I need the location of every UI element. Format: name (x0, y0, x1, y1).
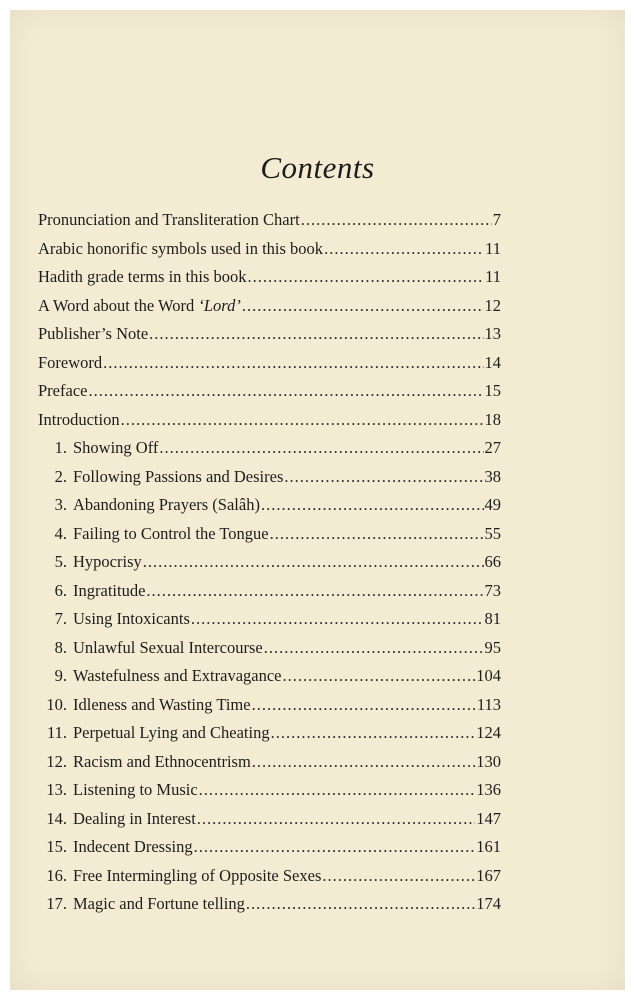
chapter-entry (38, 809, 501, 838)
dot-leader (252, 752, 475, 772)
chapter-entry (38, 609, 501, 638)
chapter-entry (38, 723, 501, 752)
chapter-entry (38, 780, 501, 809)
toc-entry-label: Arabic honorific symbols used in this book (38, 238, 324, 258)
dot-leader (191, 609, 484, 629)
chapter-number: 2. (54, 466, 67, 486)
toc-entry-page: 11 (485, 267, 501, 286)
chapter-label: Perpetual Lying and Cheating (73, 723, 270, 742)
toc-entry-page: 13 (484, 324, 501, 343)
dot-leader (159, 438, 483, 458)
dot-leader (252, 695, 476, 715)
dot-leader (261, 495, 484, 515)
chapter-page: 49 (484, 495, 501, 514)
chapter-number: 10. (46, 694, 67, 714)
dot-leader (271, 723, 476, 743)
toc-entry-label: Publisher’s Note (38, 324, 149, 343)
chapter-number: 12. (46, 751, 67, 771)
dot-leader (121, 410, 484, 430)
chapter-entry (38, 438, 501, 467)
toc-entry-page: 11 (485, 238, 501, 258)
chapter-number: 14. (46, 808, 67, 828)
chapter-label: Ingratitude (73, 580, 146, 600)
chapter-page: 167 (476, 865, 501, 885)
chapter-label: Hypocrisy (73, 552, 142, 571)
dot-leader (197, 809, 475, 829)
chapter-number: 1. (54, 438, 67, 457)
chapter-label: Wastefulness and Extravagance (73, 666, 282, 685)
book-page (10, 10, 625, 990)
dot-leader (88, 381, 483, 401)
chapter-label: Free Intermingling of Opposite Sexes (73, 865, 322, 885)
chapter-label: Showing Off (73, 438, 159, 457)
toc-entry (38, 296, 501, 325)
chapter-page: 130 (476, 751, 501, 771)
dot-leader (103, 353, 483, 373)
dot-leader (242, 296, 484, 316)
chapter-list (38, 438, 501, 923)
toc-entry-label-emphasis: ‘Lord’ (198, 295, 241, 315)
chapter-page: 95 (484, 637, 501, 657)
chapter-entry (38, 695, 501, 724)
toc-entry-page: 14 (484, 352, 501, 372)
toc-entry-label-prefix: A Word about the Word (38, 295, 199, 315)
toc-entry (38, 353, 501, 382)
dot-leader (143, 552, 484, 572)
dot-leader (248, 267, 485, 287)
toc-entry (38, 267, 501, 296)
dot-leader (246, 894, 475, 914)
toc-entry-label (38, 296, 241, 316)
chapter-label: Indecent Dressing (73, 837, 193, 856)
chapter-number: 3. (54, 495, 67, 514)
chapter-page: 81 (484, 609, 501, 628)
chapter-number: 11. (46, 723, 67, 742)
dot-leader (264, 638, 484, 658)
dot-leader (284, 467, 483, 487)
chapter-page: 147 (476, 808, 501, 828)
toc-entry-label: Foreword (38, 352, 103, 372)
page-title: Contents (260, 150, 375, 185)
chapter-entry (38, 894, 501, 923)
toc-entry-label: Introduction (38, 409, 120, 429)
dot-leader (283, 666, 476, 686)
dot-leader (149, 324, 483, 344)
chapter-entry (38, 752, 501, 781)
toc-entry (38, 239, 501, 268)
chapter-page: 27 (484, 438, 501, 457)
chapter-label: Following Passions and Desires (73, 466, 284, 486)
chapter-entry (38, 467, 501, 496)
toc-entry-page: 7 (492, 210, 501, 229)
chapter-page: 73 (484, 580, 501, 600)
chapter-number: 17. (46, 894, 67, 913)
chapter-entry (38, 866, 501, 895)
toc-entry (38, 410, 501, 439)
chapter-number: 5. (54, 552, 67, 571)
chapter-label: Dealing in Interest (73, 808, 196, 828)
chapter-entry (38, 666, 501, 695)
chapter-label: Using Intoxicants (73, 609, 190, 628)
chapter-label: Abandoning Prayers (Salâh) (73, 495, 260, 514)
chapter-number: 15. (46, 837, 67, 856)
toc-entry-page: 18 (484, 409, 501, 429)
chapter-page: 104 (476, 666, 501, 685)
chapter-entry (38, 495, 501, 524)
dot-leader (322, 866, 475, 886)
dot-leader (270, 524, 484, 544)
toc-entry-label: Preface (38, 381, 88, 400)
chapter-page: 124 (476, 723, 501, 742)
chapter-entry (38, 837, 501, 866)
chapter-label: Listening to Music (73, 780, 198, 799)
table-of-contents (38, 210, 501, 923)
chapter-number: 9. (54, 666, 67, 685)
dot-leader (194, 837, 476, 857)
chapter-page: 136 (476, 780, 501, 799)
chapter-number: 8. (54, 637, 67, 657)
toc-entry-page: 15 (484, 381, 501, 400)
chapter-page: 55 (484, 523, 501, 543)
chapter-number: 4. (54, 523, 67, 543)
chapter-page: 66 (484, 552, 501, 571)
toc-entry-page: 12 (484, 295, 501, 315)
chapter-page: 38 (484, 466, 501, 486)
chapter-label: Failing to Control the Tongue (73, 523, 269, 543)
dot-leader (324, 239, 484, 259)
toc-entry (38, 381, 501, 410)
chapter-entry (38, 552, 501, 581)
chapter-page: 113 (476, 694, 501, 714)
chapter-number: 13. (46, 780, 67, 799)
toc-entry-label: Pronunciation and Transliteration Chart (38, 210, 300, 229)
chapter-number: 7. (54, 609, 67, 628)
dot-leader (146, 581, 483, 601)
chapter-page: 161 (476, 837, 501, 856)
toc-entry (38, 210, 501, 239)
dot-leader (301, 210, 492, 230)
chapter-label: Idleness and Wasting Time (73, 694, 251, 714)
chapter-label: Unlawful Sexual Intercourse (73, 637, 263, 657)
chapter-entry (38, 581, 501, 610)
chapter-number: 16. (46, 865, 67, 885)
toc-entry (38, 324, 501, 353)
toc-entry-label: Hadith grade terms in this book (38, 267, 247, 286)
chapter-entry (38, 524, 501, 553)
chapter-entry (38, 638, 501, 667)
chapter-label: Magic and Fortune telling (73, 894, 245, 913)
chapter-label: Racism and Ethnocentrism (73, 751, 251, 771)
chapter-number: 6. (54, 580, 67, 600)
chapter-page: 174 (476, 894, 501, 913)
dot-leader (199, 780, 476, 800)
